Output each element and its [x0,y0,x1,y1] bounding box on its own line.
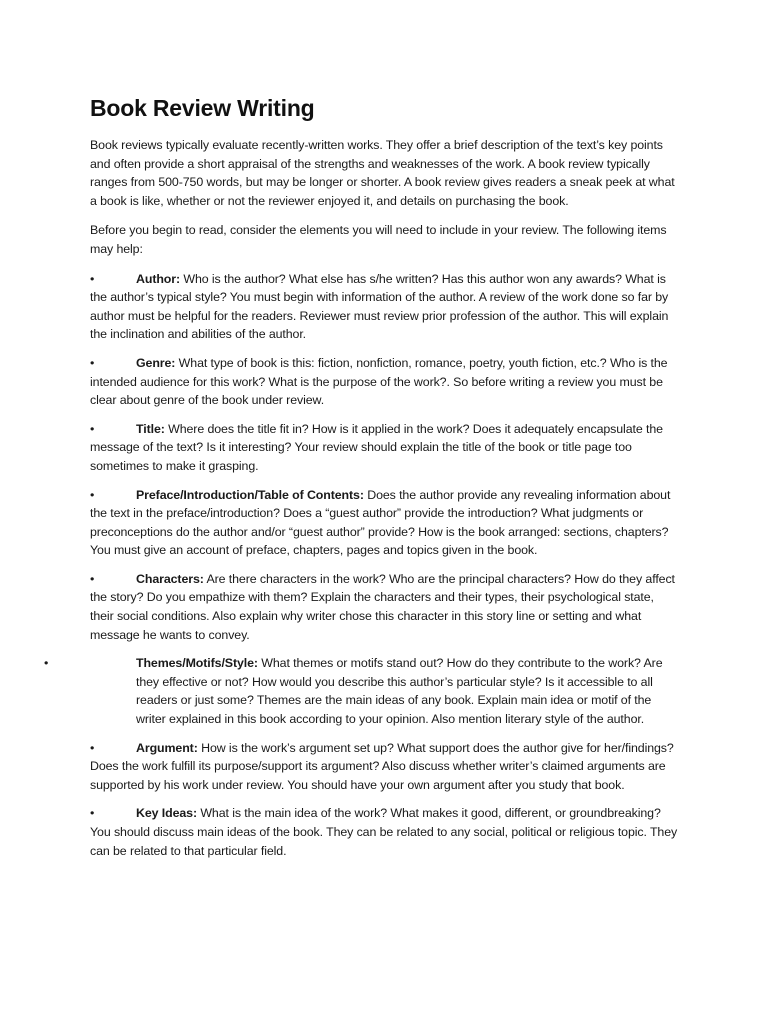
item-text: Who is the author? What else has s/he written? Has this author won any awards? What is the author’s typical style? You must begin with information of the author. A review of the work done so far by author must be helpful for the readers. Reviewer must review prior profession of the author. This will explain the inclination and abilities of the author. [90,271,669,342]
list-item-key-ideas [90,804,680,860]
instructions-paragraph: Before you begin to read, consider the elements you will need to include in your review. The following items may help: [90,223,667,256]
page-title: Book Review Writing [90,95,315,121]
bullet-icon: • [90,355,95,370]
item-text: Are there characters in the work? Who are the principal characters? How do they affect the story? Do you empathize with them? Explain the characters and their types, their psychological state, their social conditions. Also explain why writer chose this character in this story line or setting and what message he wants to convey. [90,571,675,642]
list-item-themes [44,654,680,728]
bullet-icon: • [90,487,95,502]
list-item-preface [90,486,680,560]
item-label: Characters: [136,571,204,586]
bullet-icon: • [90,421,95,436]
list-item-author [90,270,680,344]
item-label: Genre: [136,355,176,370]
bullet-icon: • [90,571,95,586]
item-text: What is the main idea of the work? What makes it good, different, or groundbreaking? You should discuss main ideas of the book. They can be related to any social, political or religious topic. They can be related to that particular field. [90,806,678,858]
item-text: Where does the title fit in? How is it applied in the work? Does it adequately encapsulate the message of the text? Is it interesting? Your review should explain the title of the book or title page too sometimes to make it grasping. [90,421,663,473]
item-label: Themes/Motifs/Style: [136,656,258,671]
item-label: Title: [136,421,165,436]
list-item-argument [90,739,680,795]
intro-paragraph: Book reviews typically evaluate recently-written works. They offer a brief description of the text’s key points and often provide a short appraisal of the strengths and weaknesses of the work. A book review typically ranges from 500-750 words, but may be longer or shorter. A book review gives readers a sneak peek at what a book is like, whether or not the reviewer enjoyed it, and details on purchasing the book. [90,138,675,208]
item-label: Preface/Introduction/Table of Contents: [136,487,364,502]
item-text: How is the work’s argument set up? What support does the author give for her/findings? Does the work fulfill its purpose/support its argument? Also discuss whether writer’s claimed arguments are supported by his work under review. You should have your own argument after you study that book. [90,740,674,792]
item-label: Argument: [136,740,198,755]
bullet-icon: • [90,806,95,821]
item-text: What type of book is this: fiction, nonfiction, romance, poetry, youth fiction, etc.? Who is the intended audience for this work? What is the purpose of the work?. So before writing a review you must be clear about genre of the book under review. [90,355,668,408]
bullet-icon: • [90,740,95,755]
item-label: Key Ideas: [136,806,197,821]
bullet-icon: • [90,271,95,286]
item-label: Author: [136,271,181,286]
list-item-genre [90,354,680,410]
document-content [44,95,680,870]
bullet-icon: • [44,656,49,671]
list-item-characters [90,570,680,644]
item-text: Does the author provide any revealing information about the text in the preface/introduction? Does a “guest author” provide the introduction? What judgments or preconceptions do the author and/or “guest author” provide? How is the book arranged: sections, chapters? You must give an account of preface, chapters, pages and topics given in the book. [90,487,671,558]
item-text: What themes or motifs stand out? How do they contribute to the work? Are they effective or not? How would you describe this author’s particular style? Is it accessible to all readers or just some? Themes are the main ideas of any book. Explain main idea or motif of the writer explained in this book according to your opinion. Also mention literary style of the author. [136,656,663,727]
list-item-title [90,420,680,476]
